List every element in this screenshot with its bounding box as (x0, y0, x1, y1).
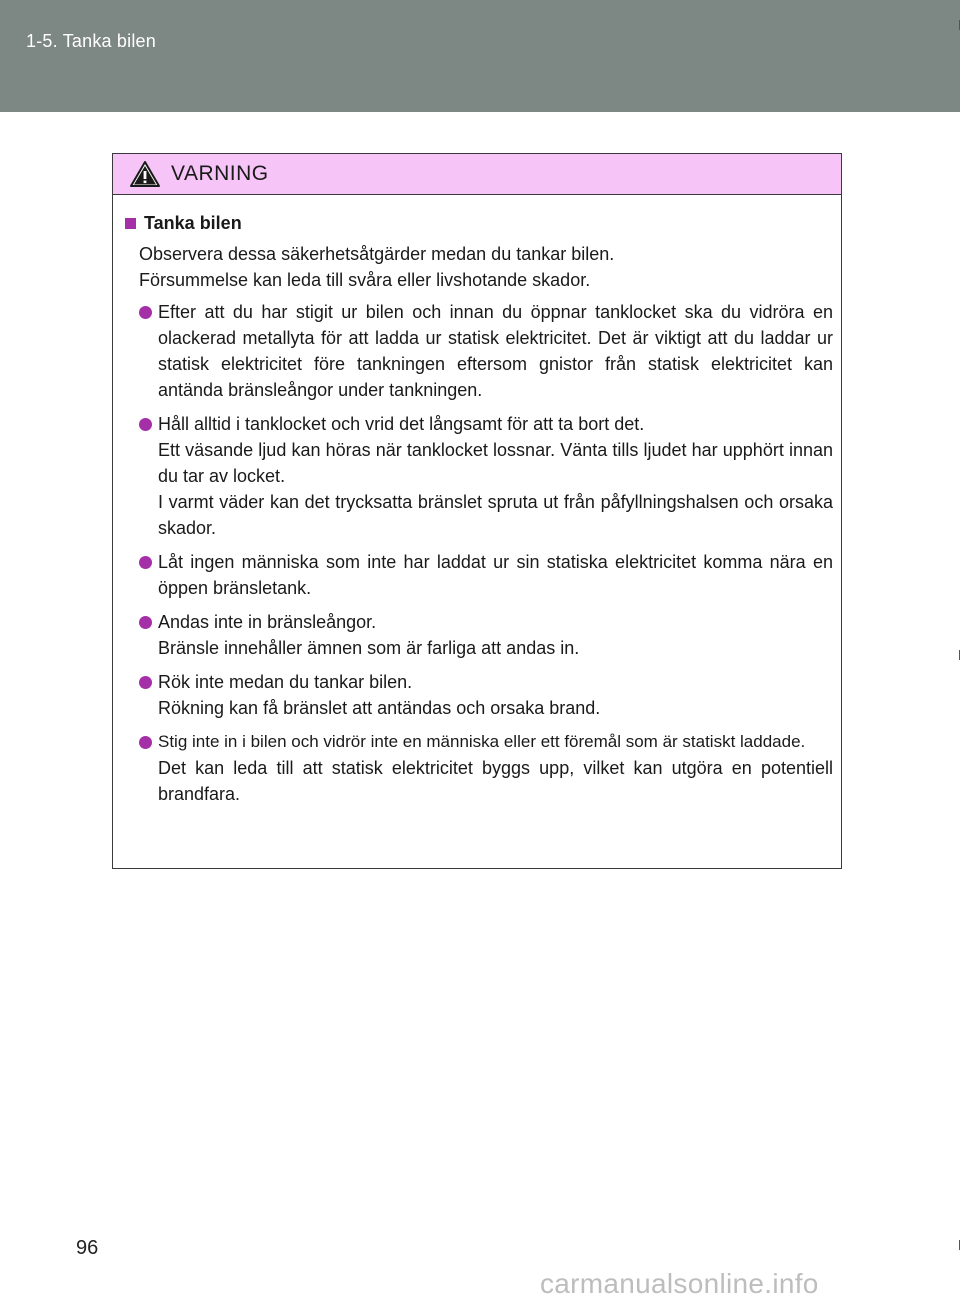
section-header-band (0, 0, 960, 112)
bullet-paragraph: Efter att du har stigit ur bilen och innan du öppnar tanklocket ska du vidröra en olackerad metallyta för att ladda ur statisk elektricitet. Det är viktigt att du laddar ur statisk elektricitet före tankningen eftersom gnistor från statisk elektricitet kan antända bränsleångor under tankningen. (158, 302, 833, 400)
warning-body (113, 195, 841, 807)
bullet-paragraph: Rök inte medan du tankar bilen. (158, 672, 413, 692)
list-item (125, 549, 833, 601)
bullet-paragraph: Stig inte in i bilen och vidrör inte en människa eller ett föremål som är statiskt laddade. (158, 732, 806, 751)
bullet-paragraph: Det kan leda till att statisk elektricitet byggs upp, vilket kan utgöra en potentiell brandfara. (158, 758, 833, 804)
warning-label: VARNING (171, 162, 269, 185)
bullet-list (125, 299, 833, 807)
list-item (125, 729, 833, 807)
bullet-paragraph: Andas inte in bränsleångor. (158, 612, 377, 632)
list-item (125, 411, 833, 541)
warning-heading-text: Tanka bilen (144, 212, 242, 233)
circle-bullet-icon (139, 418, 152, 431)
bullet-paragraph: Håll alltid i tanklocket och vrid det långsamt för att ta bort det. (158, 414, 645, 434)
section-title: 1-5. Tanka bilen (26, 31, 156, 51)
watermark: carmanualsonline.info (540, 1268, 819, 1299)
list-item (125, 299, 833, 403)
list-item (125, 609, 833, 661)
warning-heading (125, 209, 833, 237)
bullet-paragraph: Ett väsande ljud kan höras när tanklocket lossnar. Vänta tills ljudet har upphört innan du tar av locket. (158, 440, 833, 486)
circle-bullet-icon (139, 556, 152, 569)
list-item (125, 669, 833, 721)
intro-line: Försummelse kan leda till svåra eller livshotande skador. (139, 270, 591, 290)
warning-box (112, 153, 842, 869)
bullet-paragraph: Låt ingen människa som inte har laddat ur sin statiska elektricitet komma nära en öppen bränsletank. (158, 552, 833, 598)
warning-header (113, 154, 841, 195)
circle-bullet-icon (139, 676, 152, 689)
circle-bullet-icon (139, 736, 152, 749)
bullet-paragraph: Bränsle innehåller ämnen som är farliga att andas in. (158, 638, 580, 658)
square-bullet-icon (125, 218, 136, 229)
warning-intro (139, 241, 833, 293)
warning-triangle-icon (129, 160, 161, 188)
circle-bullet-icon (139, 616, 152, 629)
bullet-paragraph: Rökning kan få bränslet att antändas och orsaka brand. (158, 698, 601, 718)
intro-line: Observera dessa säkerhetsåtgärder medan du tankar bilen. (139, 244, 615, 264)
bullet-paragraph: I varmt väder kan det trycksatta bränslet spruta ut från påfyllningshalsen och orsaka skador. (158, 492, 833, 538)
page-number: 96 (76, 1237, 99, 1259)
circle-bullet-icon (139, 306, 152, 319)
